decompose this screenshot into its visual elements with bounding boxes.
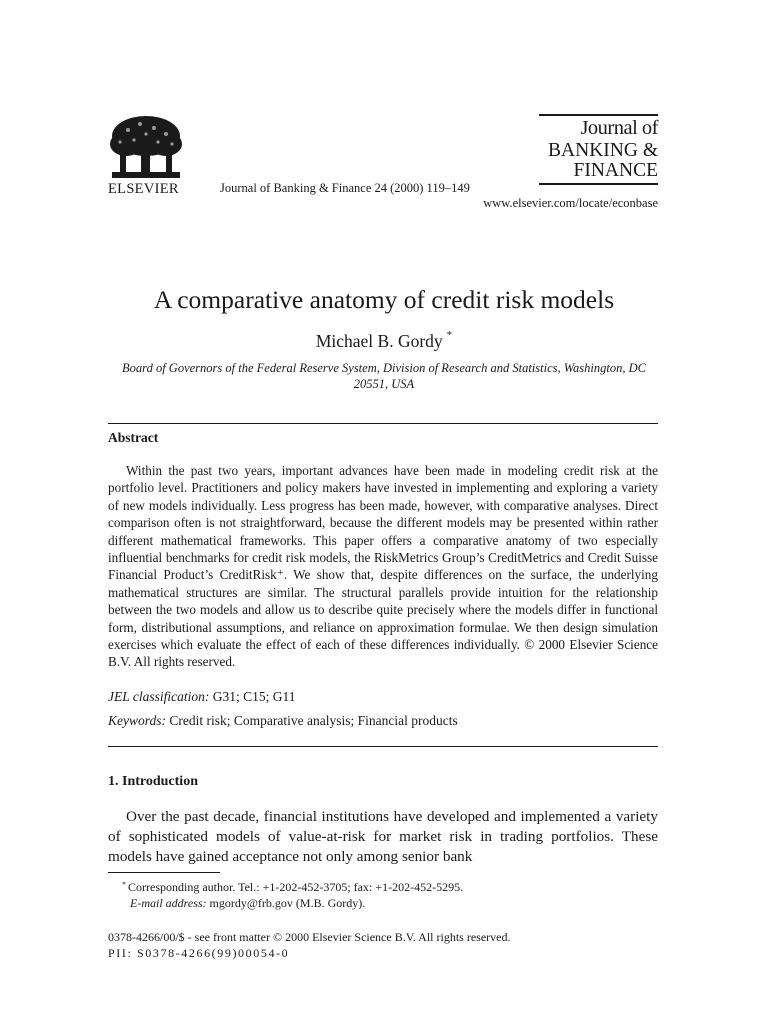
footnote-rule <box>108 872 220 873</box>
article-title: A comparative anatomy of credit risk models <box>153 285 615 314</box>
footnote-corresponding-text: Corresponding author. Tel.: +1-202-452-3705; fax: +1-202-452-5295. <box>128 880 464 894</box>
front-matter-notice: 0378-4266/00/$ - see front matter © 2000 Elsevier Science B.V. All rights reserved. <box>108 930 511 944</box>
elsevier-tree-logo-icon <box>106 114 186 182</box>
author-line <box>0 331 768 352</box>
abstract-bottom-rule <box>108 746 658 747</box>
abstract-body: Within the past two years, important advances have been made in modeling credit risk at the portfolio level. Practitioners and policy makers have invested in implementing and exploring a variety of new models individually. Less progress has been made, however, with comparative analyses. Direct comparison often is not straightforward, because the different models may be presented within rather different mathematical frameworks. This paper offers a comparative anatomy of two especially influential benchmarks for credit risk models, the RiskMetrics Group’s CreditMetrics and Credit Suisse Financial Product’s CreditRisk⁺. We show that, despite differences on the surface, the underlying mathematical structures are similar. The structural parallels provide intuition for the relationship between the two models and allow us to describe quite precisely where the models differ in functional form, distributional assumptions, and reliance on approximation formulae. We then design simulation exercises which evaluate the effect of each of these differences individually. © 2000 Elsevier Science B.V. All rights reserved. <box>108 463 658 670</box>
abstract-heading: Abstract <box>108 430 159 445</box>
publisher-name: ELSEVIER <box>108 181 179 197</box>
email-label: E-mail address: <box>130 896 207 910</box>
author-affiliation: Board of Governors of the Federal Reserve System, Division of Research and Statistics, Washington, DC 20551, USA <box>122 361 646 391</box>
keywords-label: Keywords: <box>108 713 166 728</box>
footnote-email <box>130 896 365 911</box>
jel-classification <box>108 689 296 705</box>
journal-logo-rule-bottom <box>539 183 658 185</box>
journal-logo-line3: FINANCE <box>573 160 658 181</box>
jel-codes: G31; C15; G11 <box>209 689 296 704</box>
section-heading-introduction: 1. Introduction <box>108 774 198 789</box>
keywords <box>108 713 458 729</box>
pii-identifier: PII: S0378-4266(99)00054-0 <box>108 946 290 960</box>
author-name: Michael B. Gordy <box>315 331 443 351</box>
journal-logo-rule-top <box>539 114 658 116</box>
journal-url: www.elsevier.com/locate/econbase <box>483 196 658 210</box>
email-value: mgordy@frb.gov (M.B. Gordy). <box>206 896 366 910</box>
journal-citation: Journal of Banking & Finance 24 (2000) 119–149 <box>220 181 470 195</box>
introduction-body: Over the past decade, financial institutions have developed and implemented a variety of sophisticated models of value-at-risk for market risk in trading portfolios. These models have gained acceptance not only among senior bank <box>108 808 658 865</box>
footnote-mark: * <box>122 880 126 889</box>
journal-logo-line2: BANKING & <box>548 140 658 161</box>
author-footnote-mark: * <box>446 329 453 341</box>
abstract-top-rule <box>108 423 658 424</box>
journal-logo-line1: Journal of <box>580 117 658 139</box>
jel-label: JEL classification: <box>108 689 210 704</box>
footnote-corresponding <box>122 880 463 895</box>
keywords-list: Credit risk; Comparative analysis; Financial products <box>166 713 458 728</box>
